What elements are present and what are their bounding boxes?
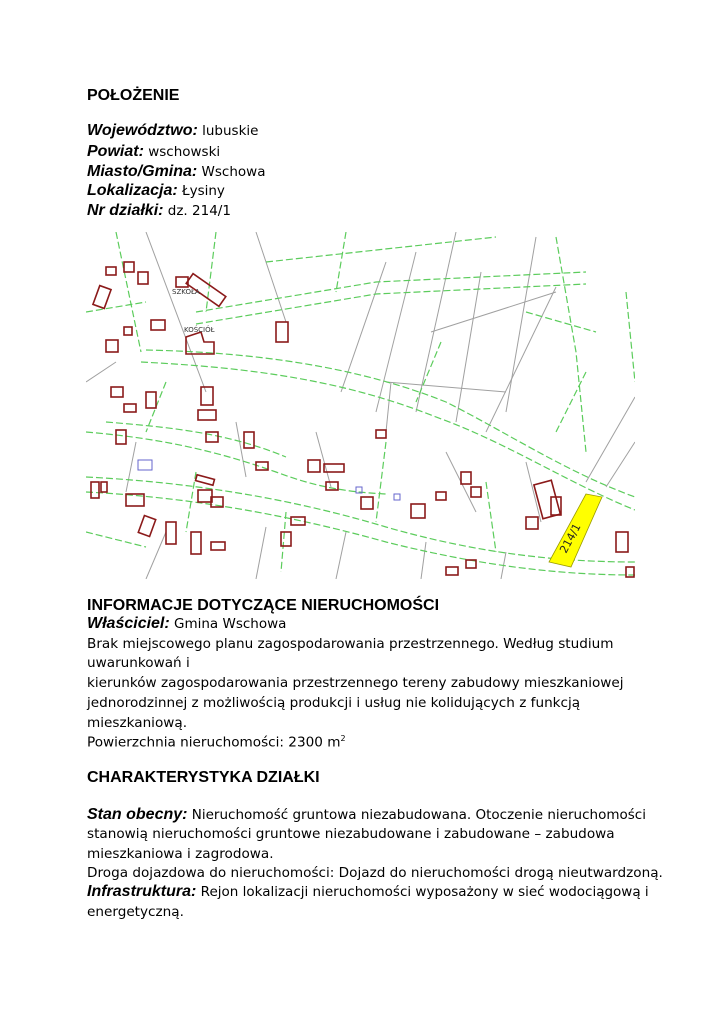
field-value: Wschowa [201, 164, 266, 180]
state-text: Nieruchomość gruntowa niezabudowana. Otoczenie nieruchomości [191, 807, 646, 823]
field-label: Lokalizacja: [87, 182, 178, 199]
info-line: mieszkaniową. [87, 715, 188, 731]
info-line: Brak miejscowego planu zagospodarowania przestrzennego. Według studium [87, 636, 614, 652]
info-heading: INFORMACJE DOTYCZĄCE NIERUCHOMOŚCI [87, 597, 440, 614]
owner-value: Gmina Wschowa [174, 616, 287, 632]
field-value: wschowski [148, 144, 221, 160]
infra-line-2: energetyczną. [87, 904, 184, 920]
cadastral-map [86, 232, 635, 579]
infra-line [87, 883, 649, 901]
field-locality [87, 182, 225, 200]
map-label-church: KOŚCIÓŁ [184, 326, 215, 334]
field-label: Nr działki: [87, 202, 164, 219]
info-line: jednorodzinnej z możliwością produkcji i usług nie kolidujących z funkcją [87, 695, 581, 711]
state-line: mieszkaniowa i zagrodowa. [87, 846, 274, 862]
state-line: stanowią nieruchomości gruntowe niezabudowane i zabudowane – zabudowa [87, 826, 615, 842]
owner-label: Właściciel: [87, 615, 170, 632]
info-line: kierunków zagospodarowania przestrzennego tereny zabudowy mieszkaniowej [87, 675, 624, 691]
owner-line [87, 615, 286, 633]
infra-text: Rejon lokalizacji nieruchomości wyposażony w sieć wodociągową i [200, 884, 649, 900]
state-line [87, 806, 646, 824]
area-unit-sup: 2 [340, 734, 346, 743]
field-label: Miasto/Gmina: [87, 163, 198, 180]
field-value: lubuskie [202, 123, 259, 139]
map-label-parcel: 214/1 [557, 521, 584, 556]
state-label: Stan obecny: [87, 806, 188, 823]
access-line: Droga dojazdowa do nieruchomości: Dojazd do nieruchomości drogą nieutwardzoną. [87, 865, 663, 881]
field-plot-number [87, 202, 231, 220]
field-label: Województwo: [87, 122, 198, 139]
field-value: Łysiny [182, 183, 225, 199]
field-label: Powiat: [87, 143, 144, 160]
location-heading: POŁOŻENIE [87, 87, 180, 104]
field-county [87, 143, 220, 161]
area-line [87, 734, 346, 751]
area-text: Powierzchnia nieruchomości: 2300 m [87, 734, 341, 751]
infra-label: Infrastruktura: [87, 883, 197, 900]
field-voivodeship [87, 122, 258, 140]
info-line: uwarunkowań i [87, 655, 190, 671]
map-label-school: SZKOŁA [172, 288, 200, 296]
field-municipality [87, 163, 265, 181]
characteristics-heading: CHARAKTERYSTYKA DZIAŁKI [87, 769, 320, 786]
field-value: dz. 214/1 [167, 203, 231, 219]
